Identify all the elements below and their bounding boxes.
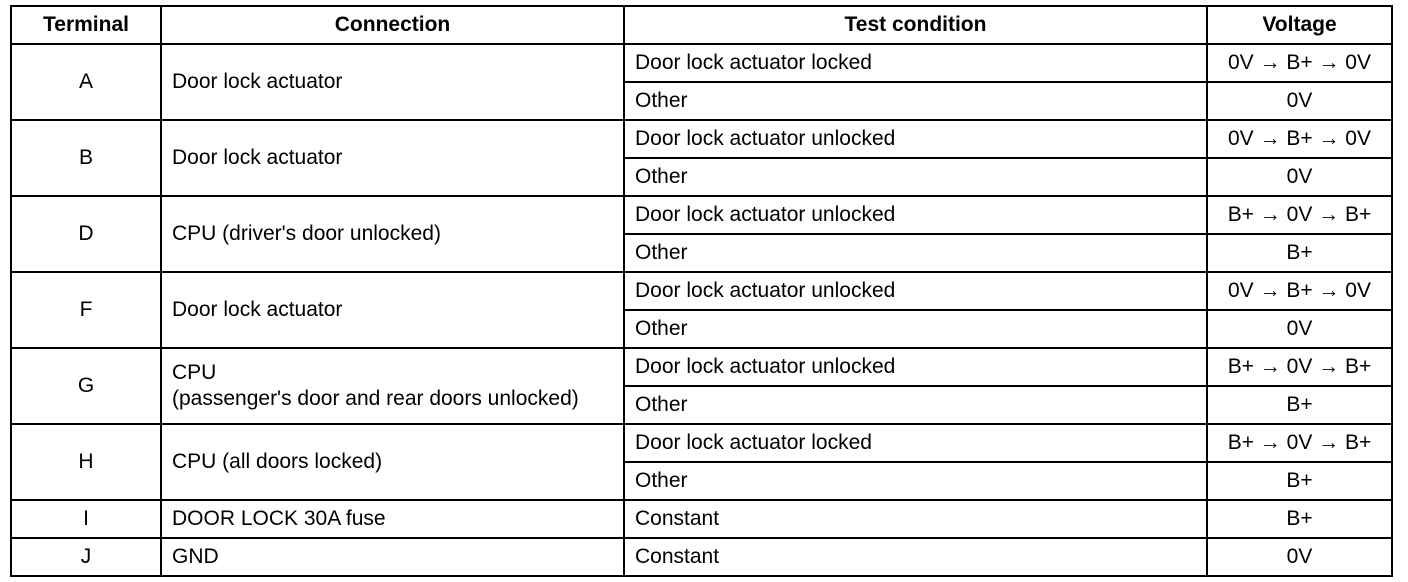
- condition-cell: Door lock actuator locked: [624, 44, 1207, 82]
- terminal-cell: F: [11, 272, 161, 348]
- condition-cell: Door lock actuator unlocked: [624, 348, 1207, 386]
- table-row: [11, 44, 1392, 82]
- voltage-cell: B+: [1207, 234, 1392, 272]
- voltage-cell: B+: [1207, 500, 1392, 538]
- condition-cell: Door lock actuator unlocked: [624, 196, 1207, 234]
- condition-cell: Other: [624, 158, 1207, 196]
- voltage-cell: 0V → B+ → 0V: [1207, 44, 1392, 82]
- voltage-cell: 0V: [1207, 310, 1392, 348]
- terminal-cell: J: [11, 538, 161, 576]
- voltage-cell: 0V: [1207, 538, 1392, 576]
- connection-line-1: CPU: [172, 361, 217, 384]
- condition-cell: Other: [624, 386, 1207, 424]
- voltage-cell: 0V → B+ → 0V: [1207, 120, 1392, 158]
- table-row: [11, 538, 1392, 576]
- table-row: [11, 500, 1392, 538]
- voltage-cell: B+ → 0V → B+: [1207, 424, 1392, 462]
- connection-cell: Door lock actuator: [161, 120, 624, 196]
- table-row: [11, 348, 1392, 386]
- condition-cell: Other: [624, 82, 1207, 120]
- header-row: [11, 6, 1392, 44]
- terminal-cell: I: [11, 500, 161, 538]
- header-terminal: Terminal: [11, 6, 161, 44]
- connection-cell: [161, 348, 624, 424]
- header-test-condition: Test condition: [624, 6, 1207, 44]
- table-row: [11, 272, 1392, 310]
- connection-cell: DOOR LOCK 30A fuse: [161, 500, 624, 538]
- connection-cell: Door lock actuator: [161, 272, 624, 348]
- connection-line-2: (passenger's door and rear doors unlocked): [172, 387, 579, 410]
- voltage-cell: B+ → 0V → B+: [1207, 196, 1392, 234]
- voltage-cell: B+: [1207, 386, 1392, 424]
- condition-cell: Door lock actuator locked: [624, 424, 1207, 462]
- table-row: [11, 196, 1392, 234]
- terminal-cell: G: [11, 348, 161, 424]
- header-connection: Connection: [161, 6, 624, 44]
- connection-cell: GND: [161, 538, 624, 576]
- condition-cell: Constant: [624, 538, 1207, 576]
- voltage-cell: B+ → 0V → B+: [1207, 348, 1392, 386]
- terminal-voltage-table: [10, 5, 1393, 577]
- condition-cell: Other: [624, 310, 1207, 348]
- condition-cell: Door lock actuator unlocked: [624, 272, 1207, 310]
- condition-cell: Other: [624, 462, 1207, 500]
- condition-cell: Constant: [624, 500, 1207, 538]
- condition-cell: Other: [624, 234, 1207, 272]
- header-voltage: Voltage: [1207, 6, 1392, 44]
- terminal-cell: H: [11, 424, 161, 500]
- voltage-cell: B+: [1207, 462, 1392, 500]
- voltage-cell: 0V → B+ → 0V: [1207, 272, 1392, 310]
- connection-cell: Door lock actuator: [161, 44, 624, 120]
- terminal-cell: D: [11, 196, 161, 272]
- table-row: [11, 424, 1392, 462]
- terminal-cell: B: [11, 120, 161, 196]
- terminal-cell: A: [11, 44, 161, 120]
- voltage-cell: 0V: [1207, 82, 1392, 120]
- table-row: [11, 120, 1392, 158]
- condition-cell: Door lock actuator unlocked: [624, 120, 1207, 158]
- voltage-cell: 0V: [1207, 158, 1392, 196]
- connection-cell: CPU (driver's door unlocked): [161, 196, 624, 272]
- connection-cell: CPU (all doors locked): [161, 424, 624, 500]
